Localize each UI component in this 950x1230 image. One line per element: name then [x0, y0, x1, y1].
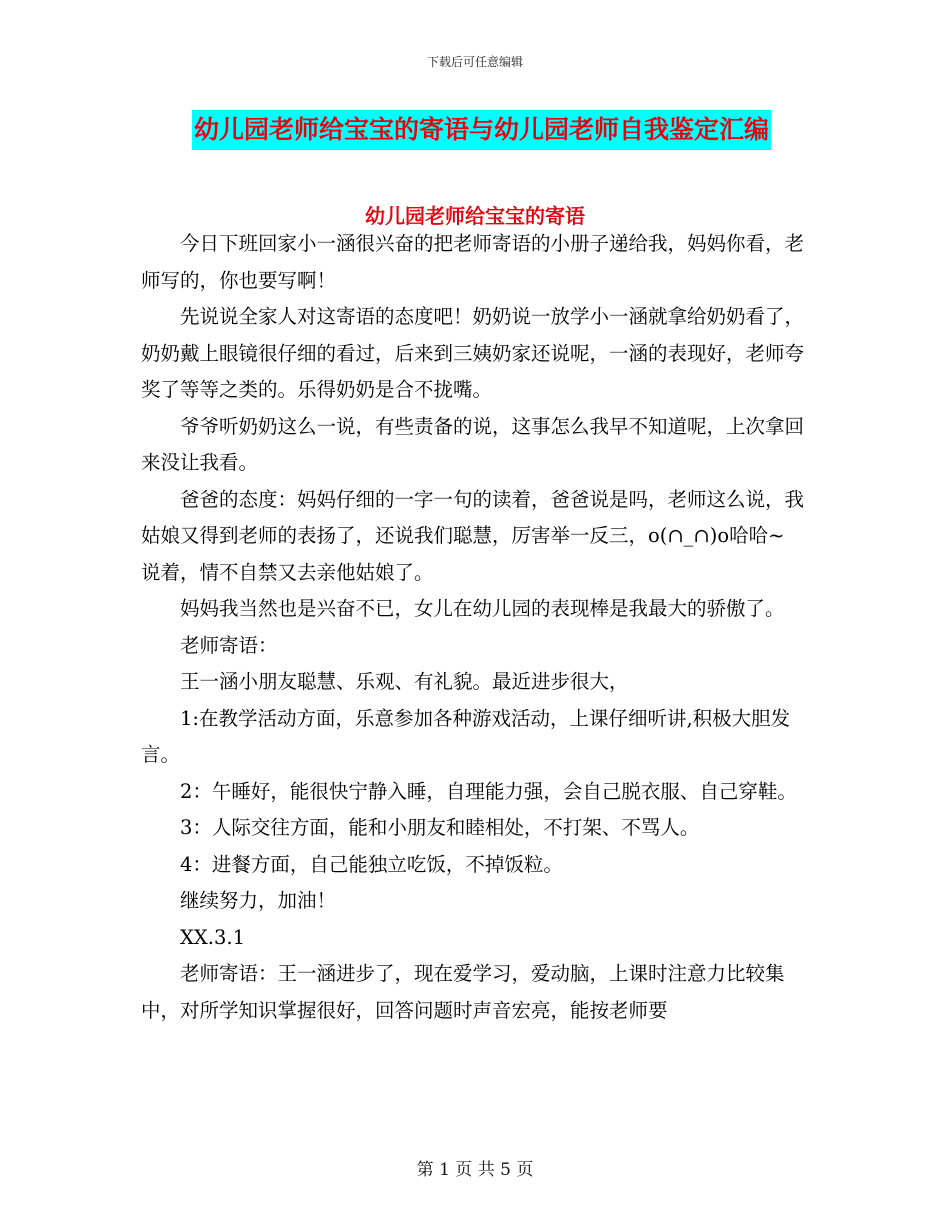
paragraph: 先说说全家人对这寄语的态度吧！奶奶说一放学小一涵就拿给奶奶看了，奶奶戴上眼镜很仔细的看过，后来到三姨奶家还说呢，一涵的表现好，老师夸奖了等等之类的。乐得奶奶是合不拢嘴。	[141, 305, 805, 401]
paragraph: 4：进餐方面，自己能独立吃饭，不掉饭粒。	[180, 852, 563, 876]
paragraph: 今日下班回家小一涵很兴奋的把老师寄语的小册子递给我，妈妈你看，老师写的，你也要写啊！	[141, 232, 805, 292]
paragraph: 妈妈我当然也是兴奋不已，女儿在幼儿园的表现棒是我最大的骄傲了。	[180, 597, 785, 620]
paragraph: 2：午睡好，能很快宁静入睡，自理能力强，会自己脱衣服、自己穿鞋。	[180, 779, 797, 803]
paragraph: 老师寄语：王一涵进步了，现在爱学习，爱动脑，上课时注意力比较集中，对所学知识掌握很好，回答问题时声音宏亮，能按老师要	[141, 962, 785, 1022]
paragraph: 王一涵小朋友聪慧、乐观、有礼貌。最近进步很大，	[180, 670, 629, 693]
paragraph: 1:在教学活动方面，乐意参加各种游戏活动，上课仔细听讲,积极大胆发言。	[141, 706, 791, 766]
document-title: 幼儿园老师给宝宝的寄语与幼儿园老师自我鉴定汇编	[192, 110, 771, 150]
paragraph: 继续努力，加油！	[180, 889, 337, 912]
paragraph: 老师寄语：	[180, 633, 278, 657]
paragraph: 爷爷听奶奶这么一说，有些责备的说，这事怎么我早不知道呢，上次拿回来没让我看。	[141, 414, 805, 474]
paragraph: XX.3.1	[180, 925, 245, 949]
paragraph: 爸爸的态度：妈妈仔细的一字一句的读着，爸爸说是吗，老师这么说，我姑娘又得到老师的表扬了，还说我们聪慧，厉害举一反三，o(∩_∩)o哈哈~ 说着，情不自禁又去亲他姑娘了。	[141, 487, 805, 584]
paragraph: 3：人际交往方面，能和小朋友和睦相处，不打架、不骂人。	[180, 816, 700, 839]
document-body	[141, 226, 809, 1029]
section-title: 幼儿园老师给宝宝的寄语	[365, 204, 585, 228]
page-header-note: 下载后可任意编辑	[426, 55, 523, 69]
page-number-footer: 第 1 页 共 5 页	[416, 1160, 534, 1180]
